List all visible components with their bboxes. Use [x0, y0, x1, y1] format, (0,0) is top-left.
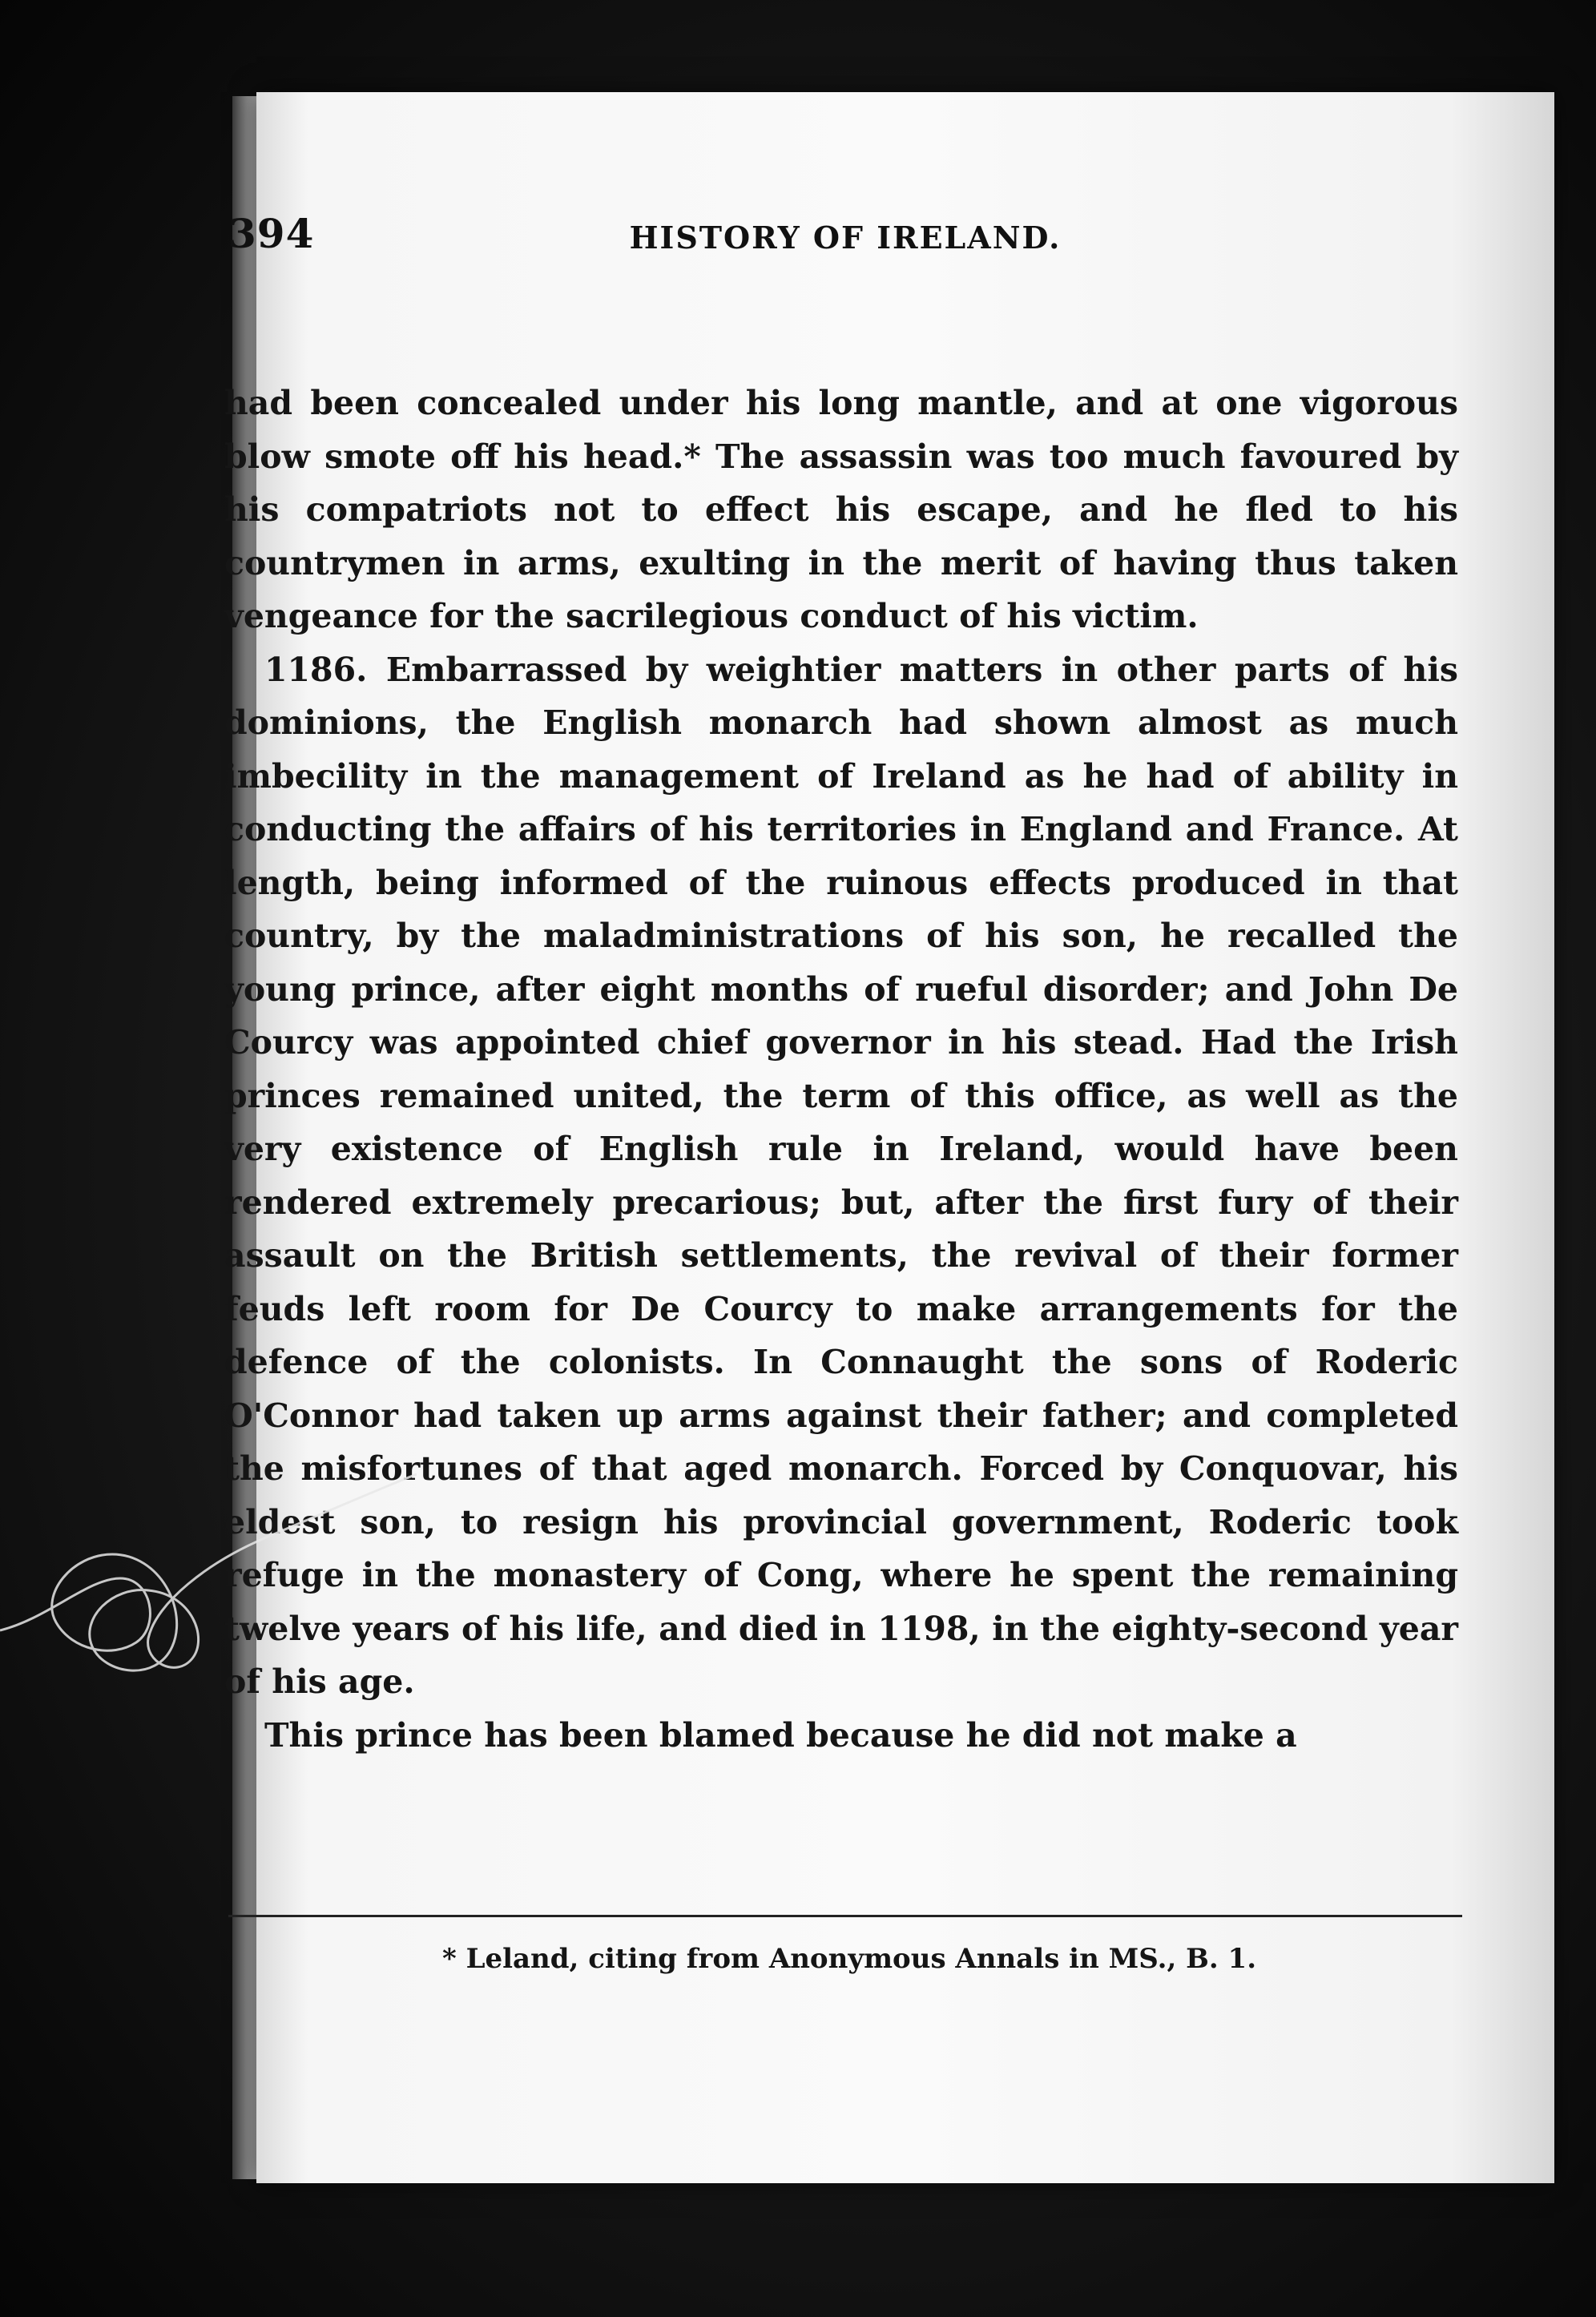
footnote-rule: [228, 1915, 1462, 1917]
paragraph-3: This prince has been blamed because he did not make a: [264, 1715, 1297, 1755]
paragraph-2: 1186. Embarrassed by weightier matters in other parts of his dominions, the English monarch had shown almost as much imbecility in the management of Ireland as he had of ability in conducting the affairs of his territories in England and France. At length, being informed of the ruinous effects produced in that country, by the maladministrations of his son, he recalled the young prince, after eight months of rueful disorder; and John De Courcy was appointed chief governor in his stead. Had the Irish princes remained united, the term of this office, as well as the very existence of English rule in Ireland, would have been rendered extremely precarious; but, after the first fury of their assault on the British settlements, the revival of their former feuds left room for De Courcy to make arrangements for the defence of the colonists. In Connaught the sons of Roderic O'Connor had taken up arms against their father; and completed the misfortunes of that aged monarch. Forced by Conquovar, his eldest son, to resign his provincial government, Roderic took refuge in the monastery of Cong, where he spent the remaining twelve years of his life, and died in 1198, in the eighty-second year of his age.: [224, 650, 1458, 1701]
pen-scribble-mark: [0, 1458, 417, 1698]
footnote: * Leland, citing from Anonymous Annals in MS., B. 1.: [441, 1943, 1257, 1975]
page-number: 394: [228, 210, 315, 257]
page-header: HISTORY OF IRELAND.: [629, 220, 1062, 256]
running-head: [228, 210, 1462, 282]
paragraph-1: had been concealed under his long mantle, and at one vigorous blow smote off his head.* The assassin was too much favoured by his compatriots not to effect his escape, and he fled to his countrymen in arms, exulting in the merit of having thus taken vengeance for the sacrilegious conduct of his victim.: [224, 384, 1458, 635]
